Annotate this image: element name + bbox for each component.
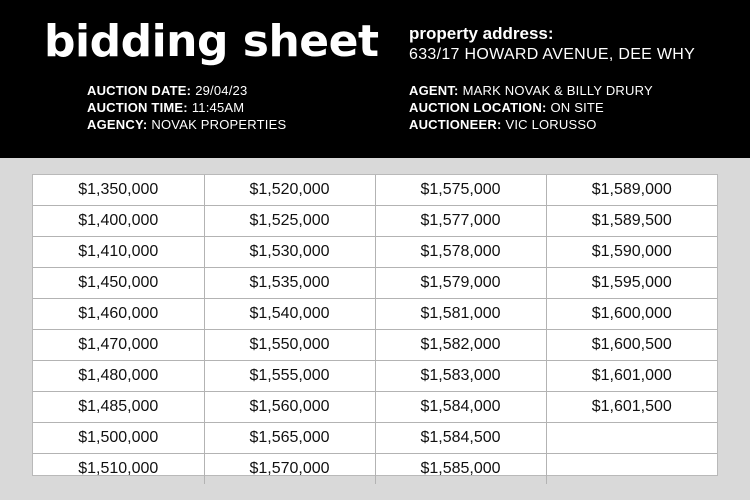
bid-cell: $1,350,000 bbox=[33, 175, 204, 206]
bid-cell: $1,535,000 bbox=[204, 268, 375, 299]
agency-label: AGENCY: bbox=[87, 117, 148, 132]
bid-cell bbox=[546, 454, 717, 485]
bids-table-body bbox=[33, 175, 717, 484]
agency-value: NOVAK PROPERTIES bbox=[151, 117, 287, 132]
bid-cell: $1,584,500 bbox=[375, 423, 546, 454]
table-row bbox=[33, 392, 717, 423]
table-row bbox=[33, 330, 717, 361]
table-row bbox=[33, 175, 717, 206]
bid-cell: $1,575,000 bbox=[375, 175, 546, 206]
bid-cell: $1,460,000 bbox=[33, 299, 204, 330]
agency-row bbox=[87, 116, 286, 133]
bid-cell: $1,470,000 bbox=[33, 330, 204, 361]
auction-location-row bbox=[409, 99, 653, 116]
bid-cell: $1,570,000 bbox=[204, 454, 375, 485]
table-row bbox=[33, 268, 717, 299]
bid-cell: $1,577,000 bbox=[375, 206, 546, 237]
bid-cell: $1,600,500 bbox=[546, 330, 717, 361]
bid-cell: $1,530,000 bbox=[204, 237, 375, 268]
auctioneer-value: VIC LORUSSO bbox=[505, 117, 597, 132]
bid-cell: $1,601,500 bbox=[546, 392, 717, 423]
auctioneer-label: AUCTIONEER: bbox=[409, 117, 502, 132]
auctioneer-row bbox=[409, 116, 653, 133]
bid-cell: $1,600,000 bbox=[546, 299, 717, 330]
header-banner bbox=[0, 0, 750, 158]
bid-cell: $1,485,000 bbox=[33, 392, 204, 423]
bid-cell: $1,585,000 bbox=[375, 454, 546, 485]
bid-cell: $1,590,000 bbox=[546, 237, 717, 268]
auction-info-left bbox=[87, 82, 286, 133]
property-address-value: 633/17 HOWARD AVENUE, DEE WHY bbox=[409, 46, 696, 63]
agent-value: MARK NOVAK & BILLY DRURY bbox=[462, 83, 653, 98]
bid-cell bbox=[546, 423, 717, 454]
bid-cell: $1,595,000 bbox=[546, 268, 717, 299]
auction-info-right bbox=[409, 82, 653, 133]
agent-row bbox=[409, 82, 653, 99]
bid-cell: $1,589,000 bbox=[546, 175, 717, 206]
table-row bbox=[33, 299, 717, 330]
bid-cell: $1,581,000 bbox=[375, 299, 546, 330]
bid-cell: $1,510,000 bbox=[33, 454, 204, 485]
bids-table bbox=[33, 175, 717, 484]
bid-cell: $1,525,000 bbox=[204, 206, 375, 237]
auction-location-value: ON SITE bbox=[550, 100, 604, 115]
bid-cell: $1,601,000 bbox=[546, 361, 717, 392]
bids-sheet bbox=[32, 174, 718, 476]
auction-date-value: 29/04/23 bbox=[195, 83, 248, 98]
bid-cell: $1,565,000 bbox=[204, 423, 375, 454]
table-row bbox=[33, 454, 717, 485]
bid-cell: $1,589,500 bbox=[546, 206, 717, 237]
auction-location-label: AUCTION LOCATION: bbox=[409, 100, 547, 115]
page-title: bidding sheet bbox=[44, 16, 379, 67]
bid-cell: $1,584,000 bbox=[375, 392, 546, 423]
table-row bbox=[33, 423, 717, 454]
auction-time-value: 11:45AM bbox=[191, 100, 245, 115]
table-row bbox=[33, 237, 717, 268]
bid-cell: $1,480,000 bbox=[33, 361, 204, 392]
table-row bbox=[33, 206, 717, 237]
table-row bbox=[33, 361, 717, 392]
bid-cell: $1,540,000 bbox=[204, 299, 375, 330]
auction-time-label: AUCTION TIME: bbox=[87, 100, 188, 115]
bid-cell: $1,410,000 bbox=[33, 237, 204, 268]
auction-time-row bbox=[87, 99, 286, 116]
bid-cell: $1,520,000 bbox=[204, 175, 375, 206]
bid-cell: $1,555,000 bbox=[204, 361, 375, 392]
bid-cell: $1,400,000 bbox=[33, 206, 204, 237]
bid-cell: $1,578,000 bbox=[375, 237, 546, 268]
bid-cell: $1,550,000 bbox=[204, 330, 375, 361]
bid-cell: $1,582,000 bbox=[375, 330, 546, 361]
bid-cell: $1,583,000 bbox=[375, 361, 546, 392]
auction-date-row bbox=[87, 82, 286, 99]
bid-cell: $1,560,000 bbox=[204, 392, 375, 423]
bid-cell: $1,450,000 bbox=[33, 268, 204, 299]
agent-label: AGENT: bbox=[409, 83, 459, 98]
auction-date-label: AUCTION DATE: bbox=[87, 83, 192, 98]
bid-cell: $1,500,000 bbox=[33, 423, 204, 454]
bid-cell: $1,579,000 bbox=[375, 268, 546, 299]
property-address-label: property address: bbox=[409, 24, 554, 43]
